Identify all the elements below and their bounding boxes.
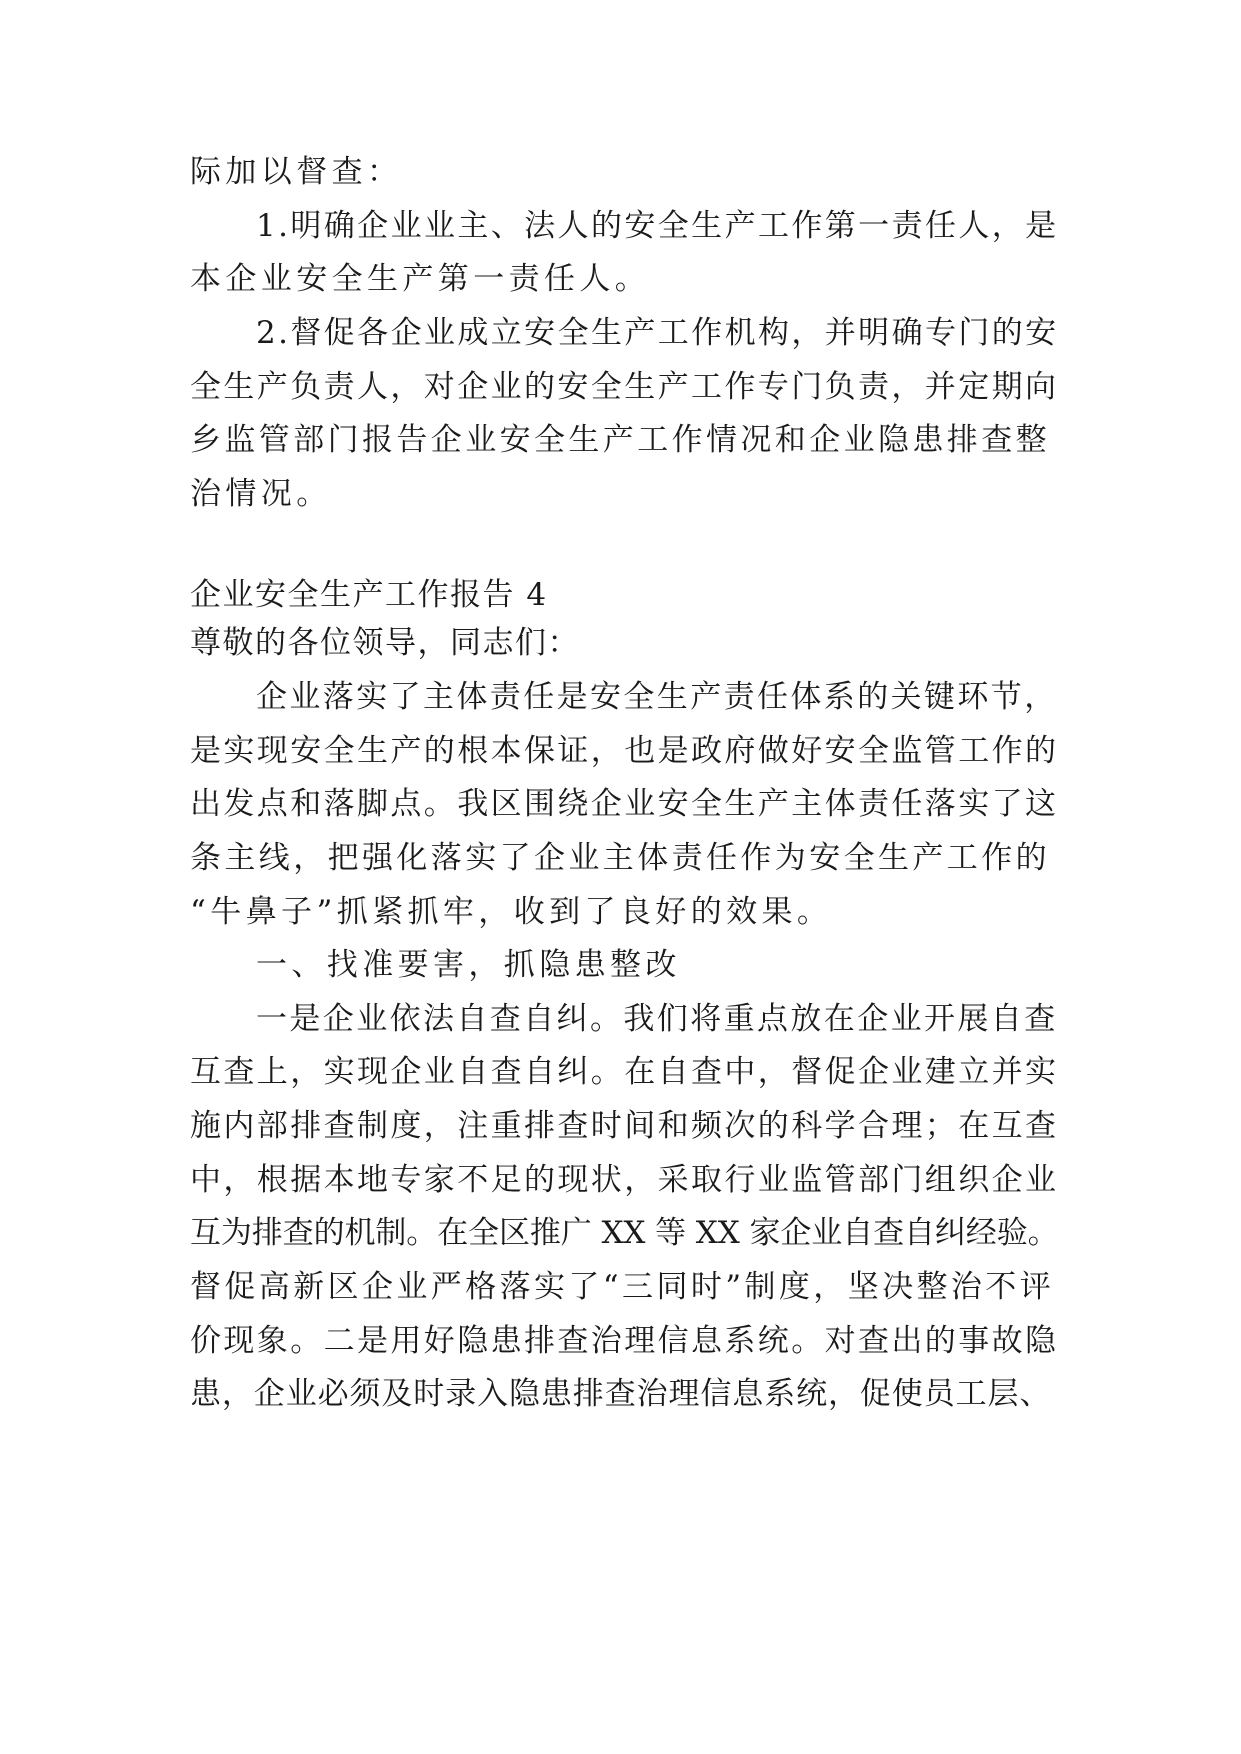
section-title: 企业安全生产工作报告 4 (190, 577, 548, 613)
text-line-13: 一是企业依法自查自纠。我们将重点放在企业开展自查 (256, 1001, 1058, 1037)
text-line-10: 出发点和落脚点。我区围绕企业安全生产主体责任落实了这 (190, 786, 1059, 822)
text-line-9: 是实现安全生产的根本保证，也是政府做好安全监管工作的 (190, 733, 1059, 769)
text-line-12: “牛鼻子”抓紧抓牢，收到了良好的效果。 (190, 894, 833, 930)
salutation: 尊敬的各位领导，同志们： (190, 625, 580, 661)
text-line-18: 督促高新区企业严格落实了“三同时”制度，坚决整治不评 (190, 1269, 1055, 1305)
text-line-3: 本企业安全生产第一责任人。 (190, 261, 651, 297)
text-line-16: 中，根据本地专家不足的现状，采取行业监管部门组织企业 (190, 1162, 1059, 1198)
text-line-6: 乡监管部门报告企业安全生产工作情况和企业隐患排查整 (190, 422, 1050, 458)
text-line-7: 治情况。 (190, 476, 332, 512)
text-line-8: 企业落实了主体责任是安全生产责任体系的关键环节， (256, 679, 1058, 715)
text-line-19: 价现象。二是用好隐患排查治理信息系统。对查出的事故隐 (190, 1323, 1059, 1359)
text-line-11: 条主线，把强化落实了企业主体责任作为安全生产工作的 (190, 840, 1050, 876)
text-line-15: 施内部排查制度，注重排查时间和频次的科学合理；在互查 (190, 1108, 1059, 1144)
text-line-14: 互查上，实现企业自查自纠。在自查中，督促企业建立并实 (190, 1054, 1059, 1090)
text-line-1: 际加以督查： (190, 154, 403, 190)
text-line-2: 1.明确企业业主、法人的安全生产工作第一责任人，是 (256, 208, 1059, 244)
text-line-17: 互为排查的机制。在全区推广 XX 等 XX 家企业自查自纠经验。 (190, 1215, 1059, 1251)
text-line-20: 患，企业必须及时录入隐患排查治理信息系统，促使员工层、 (190, 1376, 1052, 1412)
text-line-4: 2.督促各企业成立安全生产工作机构，并明确专门的安 (256, 315, 1059, 351)
subheading: 一、找准要害，抓隐患整改 (256, 947, 681, 983)
text-line-5: 全生产负责人，对企业的安全生产工作专门负责，并定期向 (190, 369, 1059, 405)
